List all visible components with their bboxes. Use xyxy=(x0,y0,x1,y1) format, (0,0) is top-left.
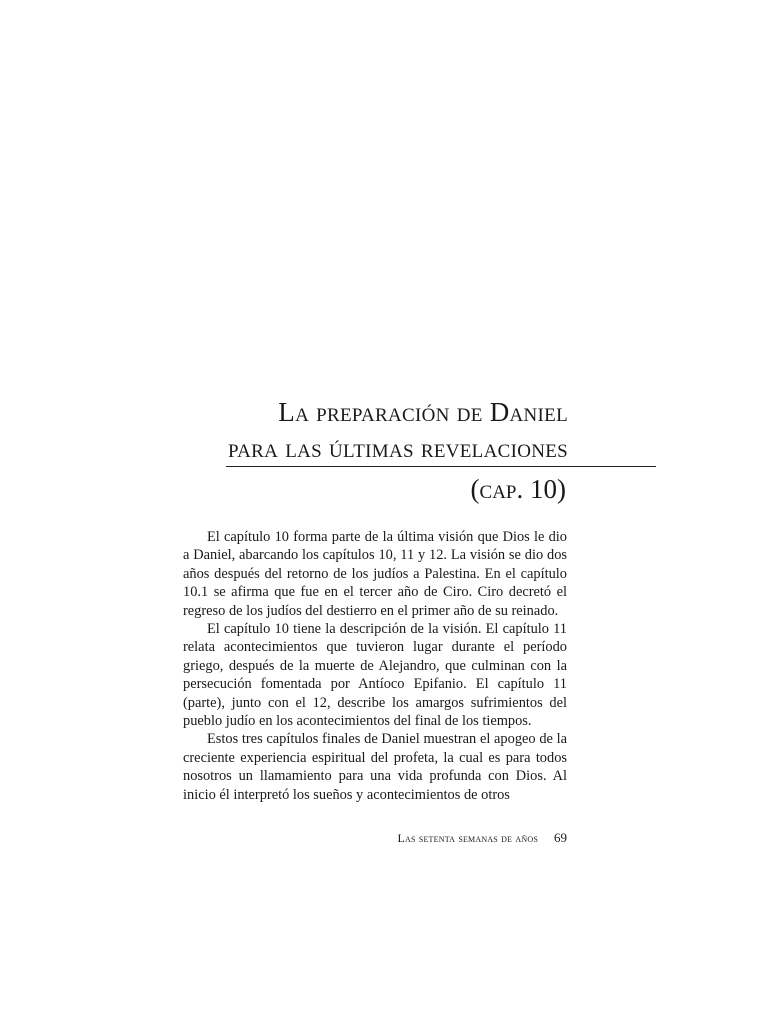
body-text xyxy=(183,528,567,804)
paragraph-3: Estos tres capítulos finales de Daniel muestran el apogeo de la creciente experiencia espiritual del profeta, la cual es para todos nosotros un llamamiento para una vida profunda con Dios. Al inicio él interpretó los sueños y acontecimientos de otros xyxy=(183,731,567,803)
paragraph-1: El capítulo 10 forma parte de la última visión que Dios le dio a Daniel, abarcando los capítulos 10, 11 y 12. La visión se dio dos años después del retorno de los judíos a Palestina. En el capítulo 10.1 se afirma que fue en el tercer año de Ciro. Ciro decretó el regreso de los judíos del destierro en el primer año de su reinado. xyxy=(183,529,567,619)
chapter-title-line-2: para las últimas revelaciones xyxy=(226,431,656,467)
chapter-title xyxy=(226,393,656,509)
chapter-title-line-1: La preparación de Daniel xyxy=(278,397,568,427)
running-title: Las setenta semanas de años xyxy=(397,831,538,845)
paragraph-2: El capítulo 10 tiene la descripción de la visión. El capítulo 11 relata acontecimientos que tuvieron lugar durante el período griego, después de la muerte de Alejandro, que culminan con la persecución fomentada por Antíoco Epifanio. El capítulo 11 (parte), junto con el 12, describe los amargos sufrimientos del pueblo judío en los acontecimientos del final de los tiempos. xyxy=(183,621,567,730)
page-footer xyxy=(395,830,567,846)
chapter-title-line-3: (cap. 10) xyxy=(470,474,566,504)
page-number: 69 xyxy=(554,830,567,845)
